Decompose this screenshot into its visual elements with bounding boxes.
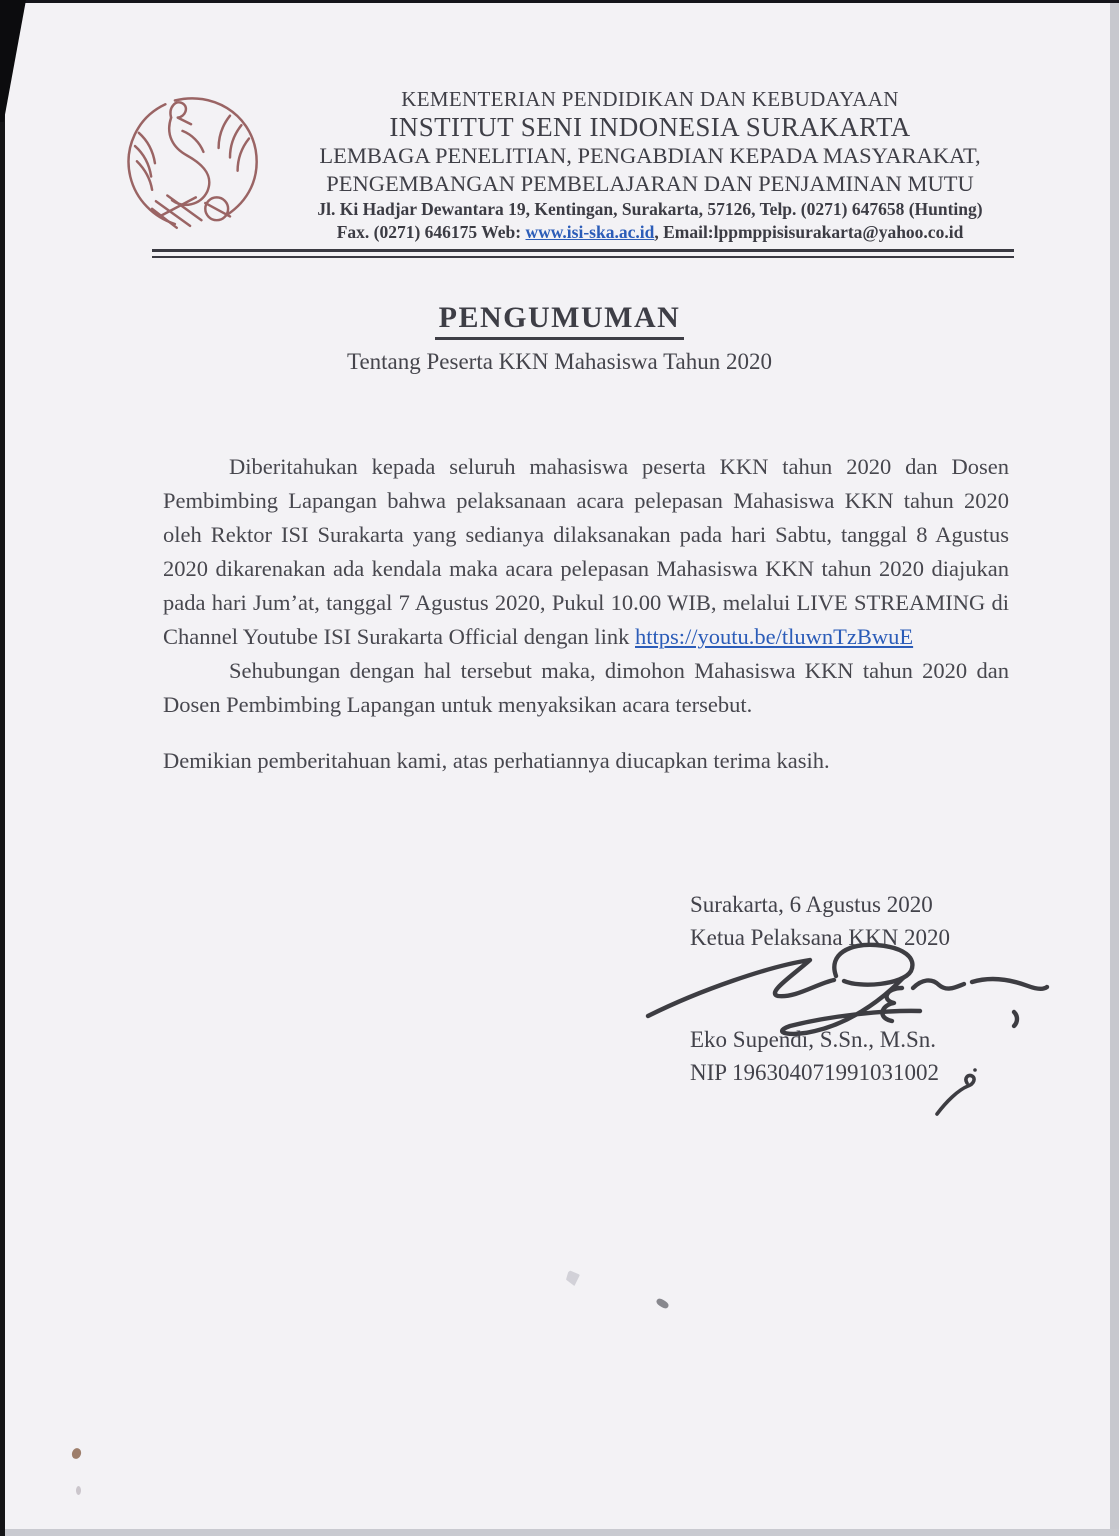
signatory-nip: NIP 196304071991031002 — [690, 1060, 939, 1085]
paper-speck — [655, 1297, 670, 1310]
body-paragraph-2: Sehubungan dengan hal tersebut maka, dimohon Mahasiswa KKN tahun 2020 dan Dosen Pembimbing Lapangan untuk menyaksikan acara tersebut. — [163, 658, 1009, 717]
scan-corner-shadow — [0, 0, 26, 122]
paper-speck — [70, 1447, 82, 1460]
signatory-name: Eko Supendi, S.Sn., M.Sn. — [690, 1027, 937, 1052]
announcement-title: PENGUMUMAN — [435, 301, 685, 340]
closing-line: Demikian pemberitahuan kami, atas perhatiannya diucapkan terima kasih. — [163, 748, 830, 773]
letter-body — [163, 450, 1009, 778]
letterhead — [285, 86, 1015, 244]
address-line: Jl. Ki Hadjar Dewantara 19, Kentingan, Surakarta, 57126, Telp. (0271) 647658 (Hunting) — [317, 199, 983, 219]
contact-suffix: , Email:lppmppisisurakarta@yahoo.co.id — [654, 222, 964, 242]
paragraph-1-text: Diberitahukan kepada seluruh mahasiswa peserta KKN tahun 2020 dan Dosen Pembimbing Lapangan bahwa pelaksanaan acara pelepasan Mahasiswa KKN tahun 2020 oleh Rektor ISI Surakarta yang sedianya dilaksanakan pada hari Sabtu, tanggal 8 Agustus 2020 dikarenakan ada kendala maka acara pelepasan Mahasiswa KKN tahun 2020 diajukan pada hari Jum’at, tanggal 7 Agustus 2020, Pukul 10.00 WIB, melalui LIVE STREAMING di Channel Youtube ISI Surakarta Official dengan link — [163, 454, 1009, 649]
contact-line — [285, 221, 1015, 244]
department-line-1: LEMBAGA PENELITIAN, PENGABDIAN KEPADA MASYARAKAT, — [319, 143, 981, 168]
department-line-2: PENGEMBANGAN PEMBELAJARAN DAN PENJAMINAN MUTU — [326, 171, 974, 196]
institution-logo — [116, 86, 268, 248]
institute-name: INSTITUT SENI INDONESIA SURAKARTA — [389, 112, 911, 142]
scan-edge-left — [0, 0, 5, 1536]
bird-emblem-icon — [116, 86, 268, 248]
website-link[interactable]: www.isi-ska.ac.id — [525, 222, 655, 242]
signature-role: Ketua Pelaksana KKN 2020 — [690, 925, 950, 950]
body-paragraph-1 — [163, 450, 1009, 654]
paper-speck — [566, 1270, 580, 1286]
signature-place-date: Surakarta, 6 Agustus 2020 — [690, 892, 933, 917]
scan-edge-top — [0, 0, 1119, 3]
contact-prefix: Fax. (0271) 646175 Web: — [336, 222, 526, 242]
youtube-link[interactable]: https://youtu.be/tluwnTzBwuE — [635, 624, 914, 649]
letterhead-divider — [152, 249, 1014, 258]
paper-speck — [76, 1486, 81, 1495]
ministry-name: KEMENTERIAN PENDIDIKAN DAN KEBUDAYAAN — [401, 87, 899, 111]
scan-edge-right — [1110, 0, 1119, 1536]
scan-edge-bottom — [0, 1529, 1119, 1536]
announcement-subtitle: Tentang Peserta KKN Mahasiswa Tahun 2020 — [347, 349, 772, 374]
